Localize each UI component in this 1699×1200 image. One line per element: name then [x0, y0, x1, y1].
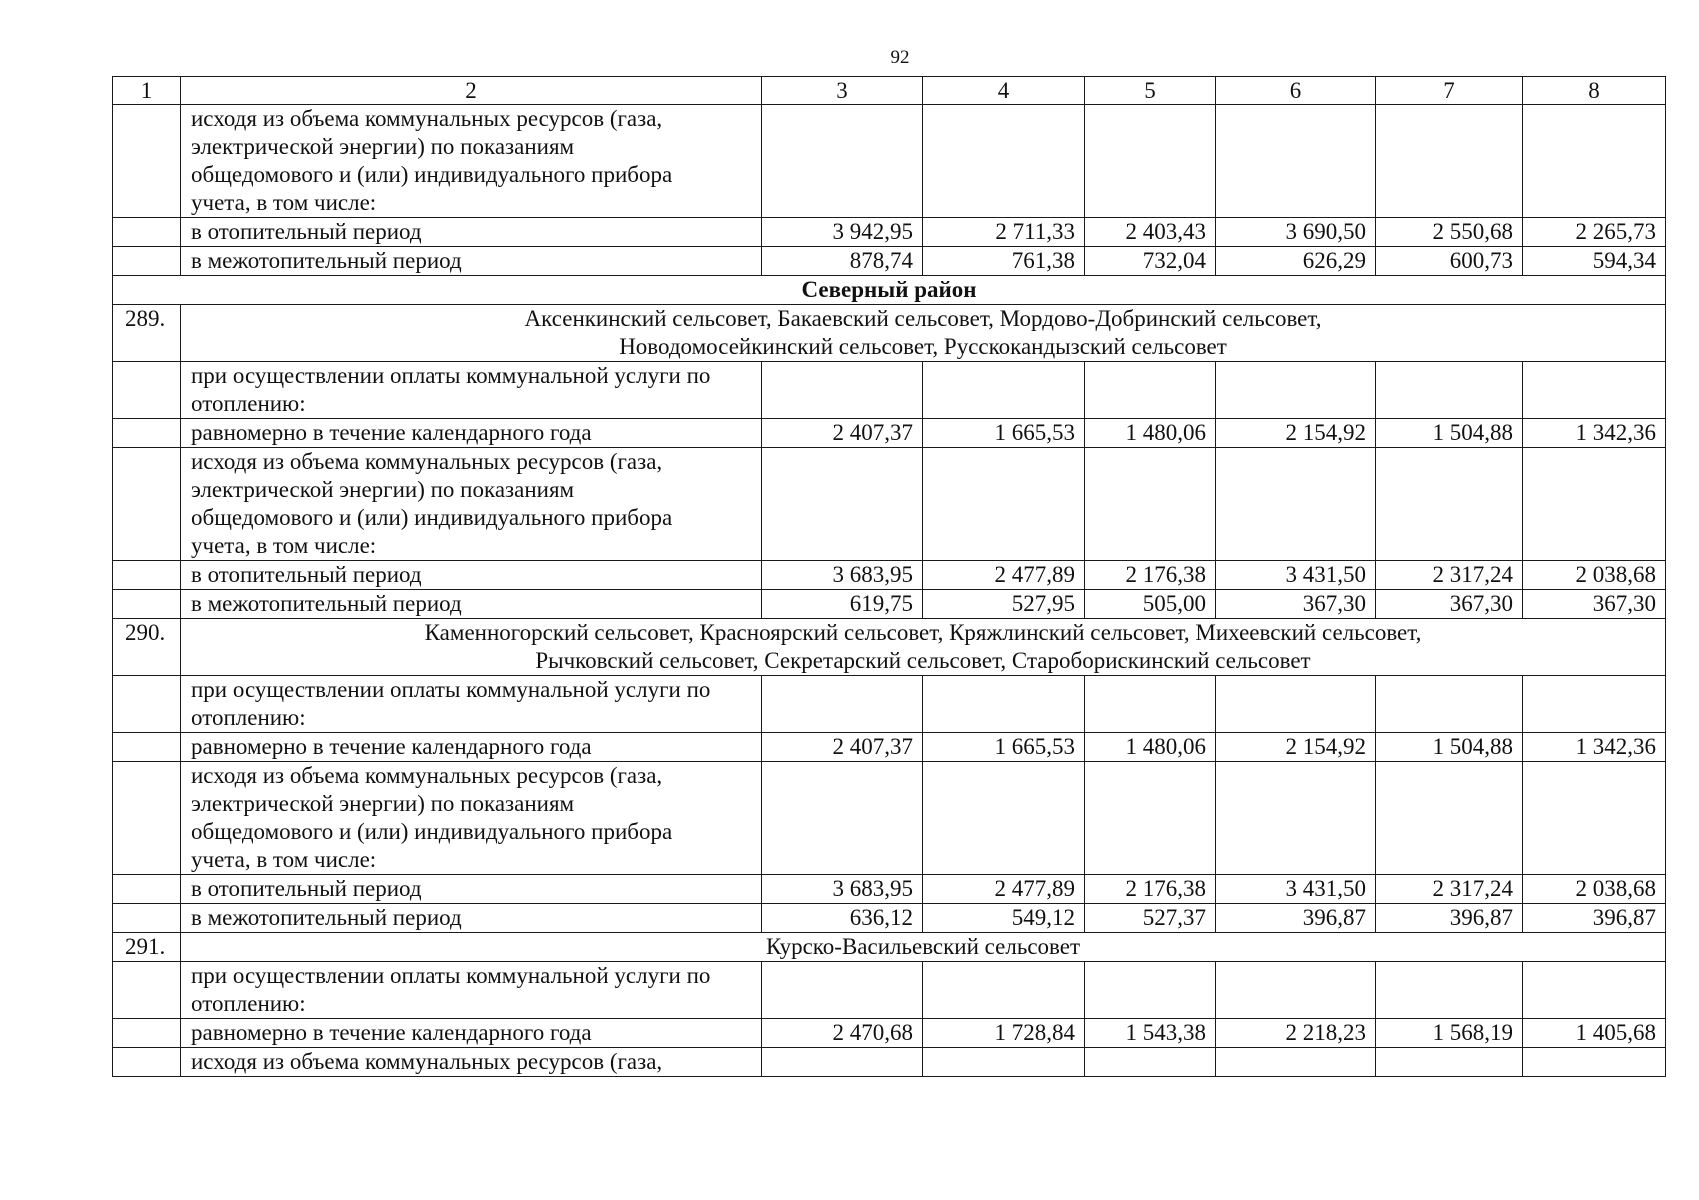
description-row	[113, 105, 1666, 218]
empty-cell	[1085, 362, 1216, 419]
empty-cell	[762, 676, 923, 733]
column-header: 8	[1523, 77, 1666, 105]
text-line: электрической энергии) по показаниям	[191, 791, 575, 816]
row-label: в межотопительный период	[181, 590, 762, 619]
description-cell	[181, 362, 762, 419]
row-index	[113, 362, 181, 419]
empty-cell	[762, 105, 923, 218]
value-cell: 2 317,24	[1376, 561, 1523, 590]
value-cell: 3 683,95	[762, 875, 923, 904]
value-cell: 626,29	[1216, 247, 1376, 276]
text-line: при осуществлении оплаты коммунальной услуги по	[191, 363, 711, 388]
empty-cell	[1216, 676, 1376, 733]
value-cell: 1 543,38	[1085, 1019, 1216, 1048]
description-row	[113, 762, 1666, 875]
row-index	[113, 1048, 181, 1077]
empty-cell	[1523, 1048, 1666, 1077]
text-line: Каменногорский сельсовет, Красноярский сельсовет, Кряжлинский сельсовет, Михеевский сельсовет,	[424, 620, 1422, 645]
empty-cell	[1216, 105, 1376, 218]
text-line: Рычковский сельсовет, Секретарский сельсовет, Староборискинский сельсовет	[535, 648, 1311, 673]
value-cell: 761,38	[923, 247, 1085, 276]
empty-cell	[1376, 362, 1523, 419]
row-index: 291.	[113, 933, 181, 962]
table-body	[113, 105, 1666, 1077]
row-label: в отопительный период	[181, 561, 762, 590]
value-cell: 619,75	[762, 590, 923, 619]
value-cell: 2 477,89	[923, 561, 1085, 590]
row-index	[113, 733, 181, 762]
row-index	[113, 676, 181, 733]
value-cell: 1 480,06	[1085, 419, 1216, 448]
value-cell: 367,30	[1523, 590, 1666, 619]
column-header: 5	[1085, 77, 1216, 105]
text-line: исходя из объема коммунальных ресурсов (газа,	[191, 449, 663, 474]
value-cell: 527,95	[923, 590, 1085, 619]
row-label: равномерно в течение календарного года	[181, 1019, 762, 1048]
column-header: 7	[1376, 77, 1523, 105]
empty-cell	[1085, 448, 1216, 561]
row-index	[113, 762, 181, 875]
empty-cell	[762, 962, 923, 1019]
value-cell: 367,30	[1216, 590, 1376, 619]
text-line: исходя из объема коммунальных ресурсов (газа,	[191, 1049, 663, 1074]
empty-cell	[1085, 962, 1216, 1019]
value-cell: 1 728,84	[923, 1019, 1085, 1048]
empty-cell	[1216, 362, 1376, 419]
empty-cell	[1376, 448, 1523, 561]
text-line: учета, в том числе:	[191, 847, 377, 872]
column-header: 1	[113, 77, 181, 105]
value-cell: 505,00	[1085, 590, 1216, 619]
value-cell: 2 403,43	[1085, 218, 1216, 247]
value-cell: 3 683,95	[762, 561, 923, 590]
empty-cell	[1376, 762, 1523, 875]
empty-cell	[923, 362, 1085, 419]
text-line: Новодомосейкинский сельсовет, Русскокандызский сельсовет	[619, 334, 1227, 359]
row-index	[113, 218, 181, 247]
empty-cell	[1216, 762, 1376, 875]
page-number: 92	[890, 47, 910, 68]
table-row	[113, 590, 1666, 619]
value-cell: 549,12	[923, 904, 1085, 933]
row-label: в межотопительный период	[181, 247, 762, 276]
value-cell: 1 665,53	[923, 419, 1085, 448]
table-row	[113, 419, 1666, 448]
row-index	[113, 1019, 181, 1048]
empty-cell	[1523, 762, 1666, 875]
row-label: в межотопительный период	[181, 904, 762, 933]
row-index	[113, 904, 181, 933]
text-line: отоплению:	[191, 991, 306, 1016]
description-cell	[181, 676, 762, 733]
value-cell: 2 265,73	[1523, 218, 1666, 247]
description-cell	[181, 1048, 762, 1077]
value-cell: 3 431,50	[1216, 561, 1376, 590]
text-line: при осуществлении оплаты коммунальной услуги по	[191, 677, 711, 702]
group-row	[113, 305, 1666, 362]
description-row	[113, 1048, 1666, 1077]
column-header: 6	[1216, 77, 1376, 105]
empty-cell	[1085, 676, 1216, 733]
value-cell: 594,34	[1523, 247, 1666, 276]
group-row	[113, 619, 1666, 676]
value-cell: 1 665,53	[923, 733, 1085, 762]
text-line: электрической энергии) по показаниям	[191, 134, 575, 159]
value-cell: 636,12	[762, 904, 923, 933]
column-header: 2	[181, 77, 762, 105]
empty-cell	[1376, 1048, 1523, 1077]
value-cell: 2 470,68	[762, 1019, 923, 1048]
text-line: общедомового и (или) индивидуального прибора	[191, 505, 673, 530]
value-cell: 2 038,68	[1523, 875, 1666, 904]
value-cell: 396,87	[1376, 904, 1523, 933]
empty-cell	[1376, 962, 1523, 1019]
description-cell	[181, 105, 762, 218]
empty-cell	[1523, 362, 1666, 419]
description-row	[113, 362, 1666, 419]
row-index	[113, 962, 181, 1019]
value-cell: 2 407,37	[762, 733, 923, 762]
text-line: Курско-Васильевский сельсовет	[765, 934, 1081, 959]
group-title	[181, 305, 1666, 362]
row-label: равномерно в течение календарного года	[181, 733, 762, 762]
table-row	[113, 561, 1666, 590]
description-row	[113, 676, 1666, 733]
column-header-row	[113, 77, 1666, 105]
value-cell: 3 431,50	[1216, 875, 1376, 904]
group-title	[181, 933, 1666, 962]
description-cell	[181, 762, 762, 875]
empty-cell	[1376, 676, 1523, 733]
value-cell: 732,04	[1085, 247, 1216, 276]
empty-cell	[762, 1048, 923, 1077]
value-cell: 3 942,95	[762, 218, 923, 247]
row-label: в отопительный период	[181, 875, 762, 904]
group-row	[113, 933, 1666, 962]
row-label: равномерно в течение календарного года	[181, 419, 762, 448]
table-row	[113, 1019, 1666, 1048]
empty-cell	[1085, 105, 1216, 218]
value-cell: 1 405,68	[1523, 1019, 1666, 1048]
group-title	[181, 619, 1666, 676]
text-line: учета, в том числе:	[191, 190, 377, 215]
empty-cell	[923, 676, 1085, 733]
value-cell: 2 218,23	[1216, 1019, 1376, 1048]
value-cell: 396,87	[1523, 904, 1666, 933]
table-row	[113, 247, 1666, 276]
value-cell: 1 568,19	[1376, 1019, 1523, 1048]
table-row	[113, 218, 1666, 247]
empty-cell	[1523, 105, 1666, 218]
empty-cell	[923, 1048, 1085, 1077]
empty-cell	[923, 105, 1085, 218]
empty-cell	[1376, 105, 1523, 218]
description-cell	[181, 448, 762, 561]
value-cell: 878,74	[762, 247, 923, 276]
row-index	[113, 590, 181, 619]
value-cell: 1 504,88	[1376, 419, 1523, 448]
empty-cell	[1523, 962, 1666, 1019]
table-row	[113, 875, 1666, 904]
table-row	[113, 904, 1666, 933]
value-cell: 367,30	[1376, 590, 1523, 619]
row-index	[113, 561, 181, 590]
value-cell: 2 176,38	[1085, 561, 1216, 590]
table-row	[113, 733, 1666, 762]
empty-cell	[1085, 762, 1216, 875]
value-cell: 3 690,50	[1216, 218, 1376, 247]
column-header: 4	[923, 77, 1085, 105]
row-index	[113, 247, 181, 276]
empty-cell	[923, 962, 1085, 1019]
text-line: общедомового и (или) индивидуального прибора	[191, 819, 673, 844]
value-cell: 1 504,88	[1376, 733, 1523, 762]
row-label: в отопительный период	[181, 218, 762, 247]
description-row	[113, 962, 1666, 1019]
text-line: исходя из объема коммунальных ресурсов (газа,	[191, 106, 663, 131]
value-cell: 527,37	[1085, 904, 1216, 933]
description-row	[113, 448, 1666, 561]
column-header: 3	[762, 77, 923, 105]
value-cell: 2 550,68	[1376, 218, 1523, 247]
empty-cell	[1523, 676, 1666, 733]
row-index	[113, 419, 181, 448]
value-cell: 2 407,37	[762, 419, 923, 448]
row-index	[113, 448, 181, 561]
row-index: 290.	[113, 619, 181, 676]
empty-cell	[923, 448, 1085, 561]
text-line: общедомового и (или) индивидуального прибора	[191, 162, 673, 187]
tariff-table	[112, 76, 1666, 1077]
empty-cell	[1085, 1048, 1216, 1077]
empty-cell	[1216, 962, 1376, 1019]
text-line: при осуществлении оплаты коммунальной услуги по	[191, 963, 711, 988]
value-cell: 2 154,92	[1216, 419, 1376, 448]
empty-cell	[762, 448, 923, 561]
value-cell: 1 342,36	[1523, 419, 1666, 448]
value-cell: 2 154,92	[1216, 733, 1376, 762]
value-cell: 2 038,68	[1523, 561, 1666, 590]
empty-cell	[1523, 448, 1666, 561]
text-line: электрической энергии) по показаниям	[191, 477, 575, 502]
value-cell: 2 176,38	[1085, 875, 1216, 904]
text-line: исходя из объема коммунальных ресурсов (газа,	[191, 763, 663, 788]
row-index	[113, 875, 181, 904]
value-cell: 1 342,36	[1523, 733, 1666, 762]
empty-cell	[923, 762, 1085, 875]
region-row	[113, 276, 1666, 305]
text-line: Аксенкинский сельсовет, Бакаевский сельсовет, Мордово-Добринский сельсовет,	[524, 306, 1322, 331]
text-line: отоплению:	[191, 705, 306, 730]
empty-cell	[762, 762, 923, 875]
region-title: Северный район	[113, 276, 1666, 305]
row-index: 289.	[113, 305, 181, 362]
row-index	[113, 105, 181, 218]
text-line: отоплению:	[191, 391, 306, 416]
value-cell: 1 480,06	[1085, 733, 1216, 762]
empty-cell	[1216, 448, 1376, 561]
value-cell: 2 477,89	[923, 875, 1085, 904]
text-line: учета, в том числе:	[191, 533, 377, 558]
value-cell: 600,73	[1376, 247, 1523, 276]
description-cell	[181, 962, 762, 1019]
empty-cell	[762, 362, 923, 419]
value-cell: 396,87	[1216, 904, 1376, 933]
value-cell: 2 711,33	[923, 218, 1085, 247]
value-cell: 2 317,24	[1376, 875, 1523, 904]
empty-cell	[1216, 1048, 1376, 1077]
